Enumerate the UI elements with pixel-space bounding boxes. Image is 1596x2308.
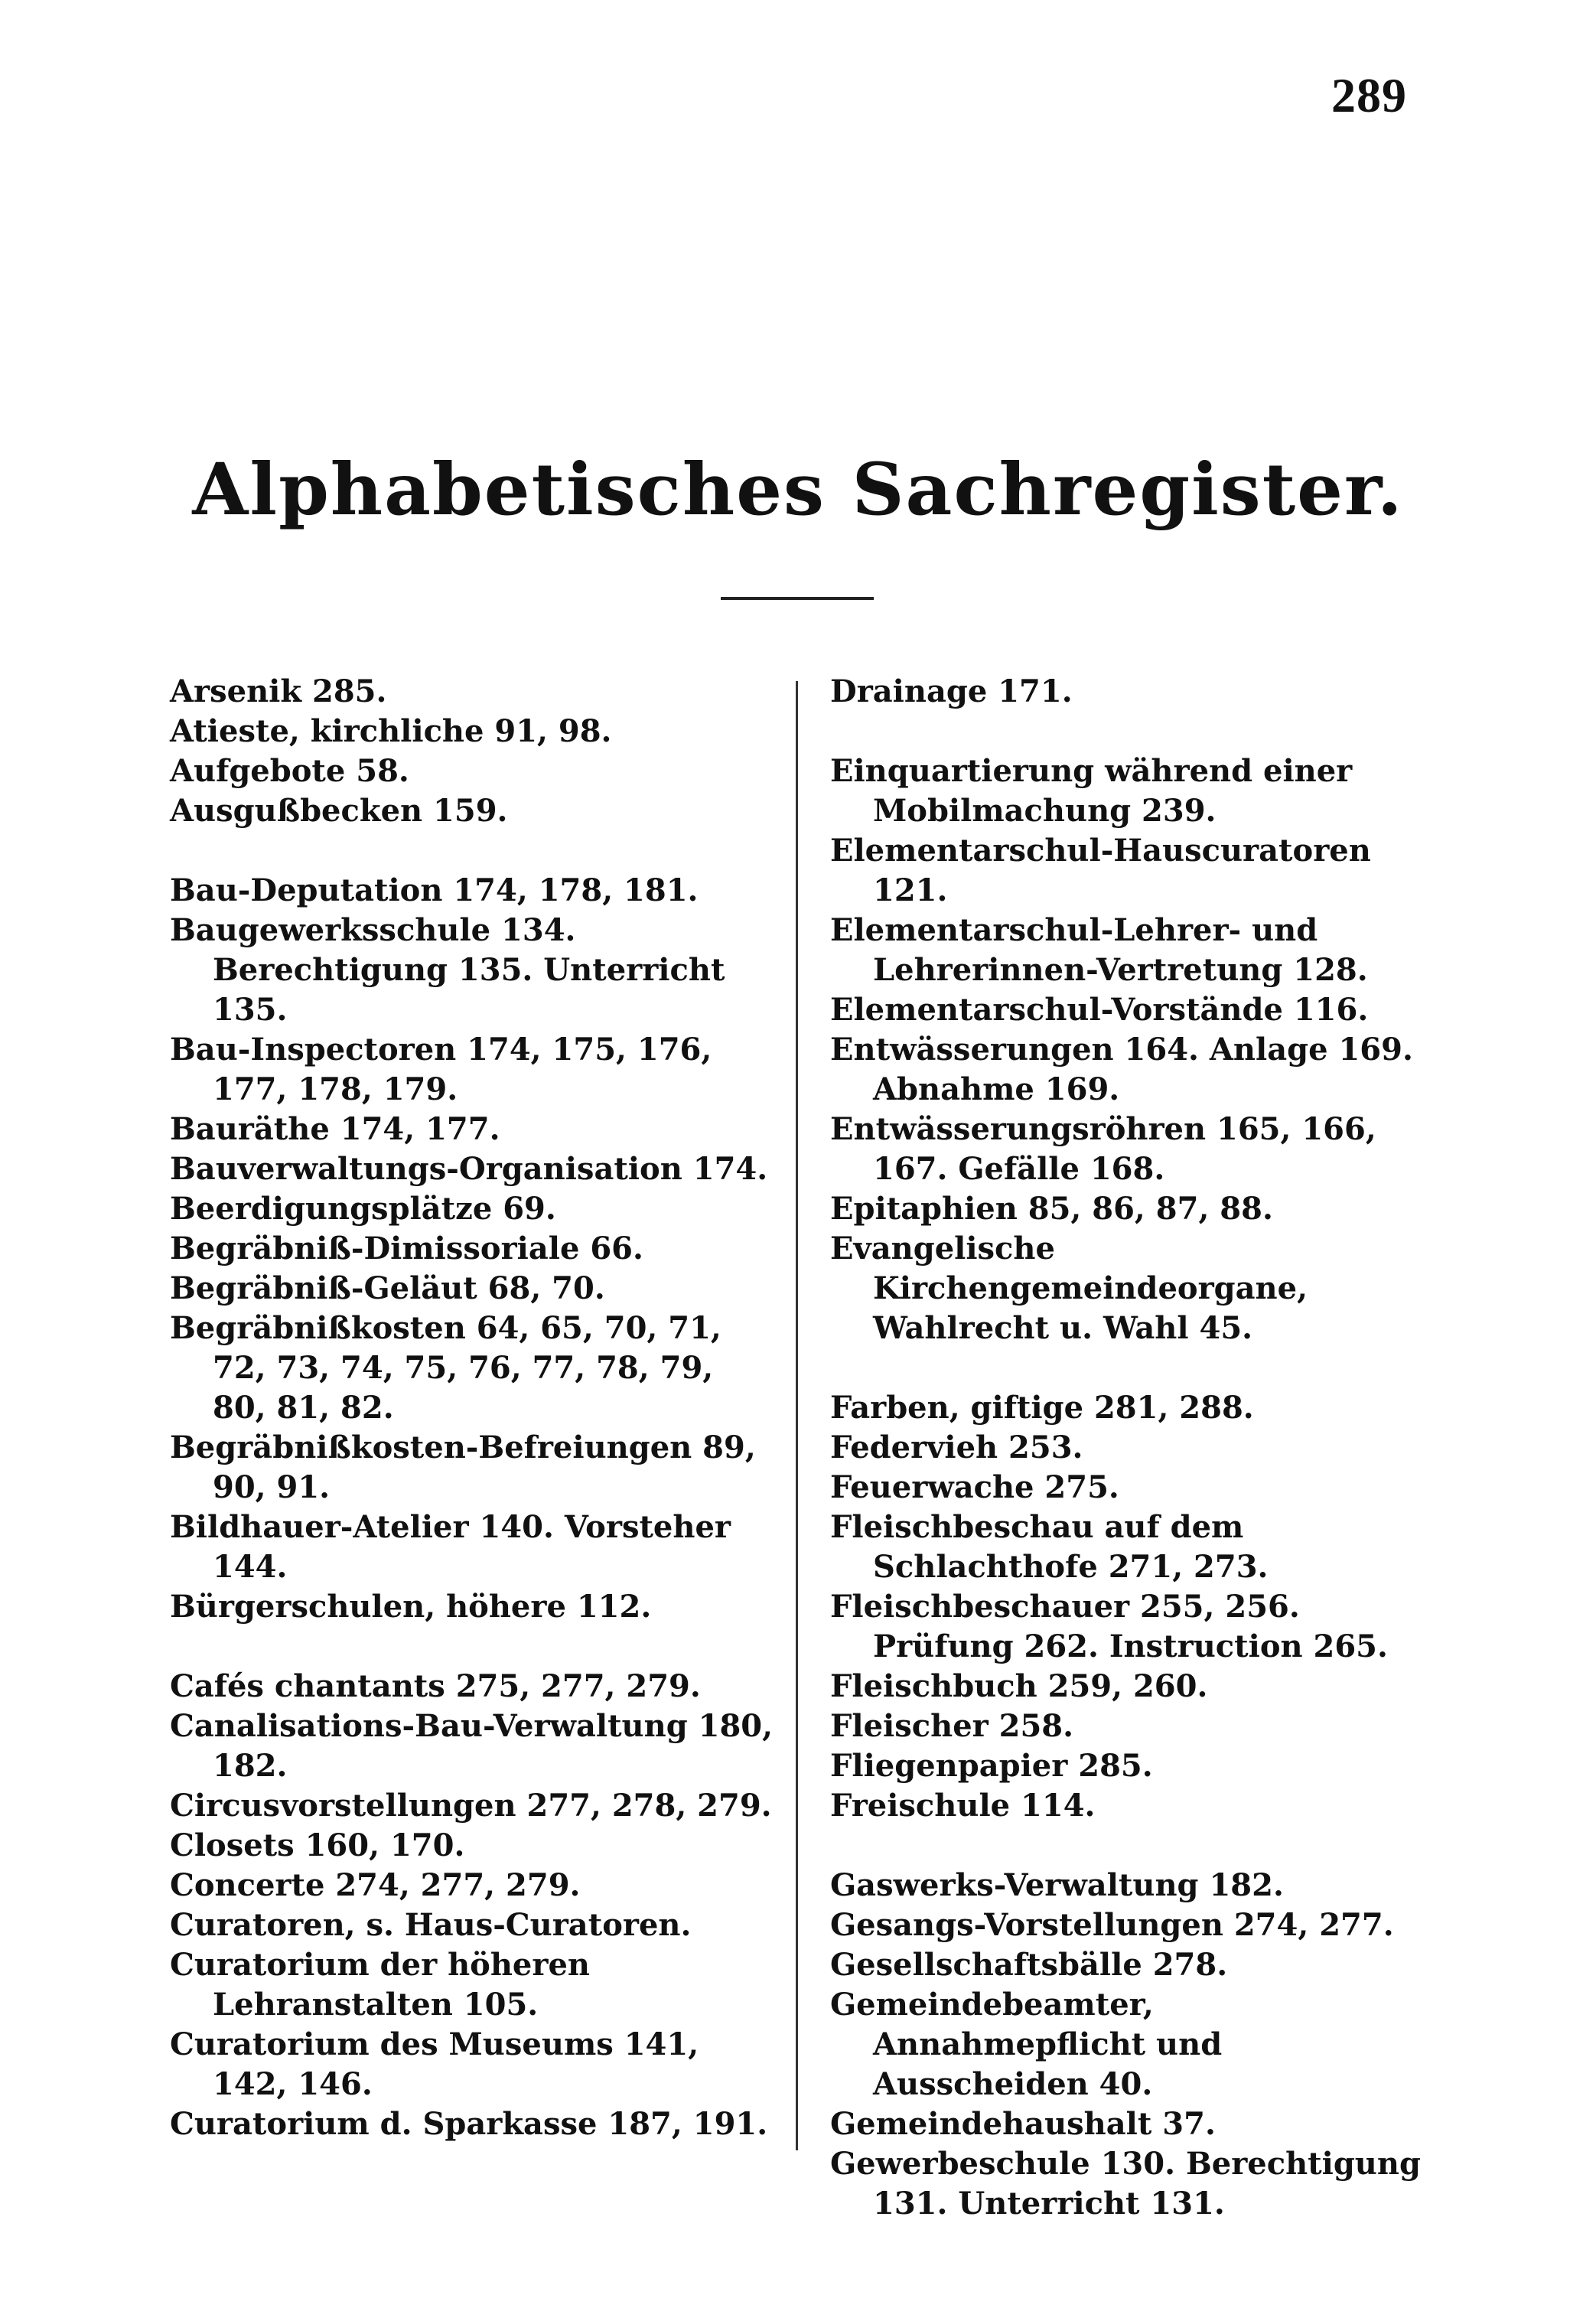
index-group-d <box>830 672 1435 712</box>
index-entry: Gemeindebeamter, Annahmepflicht und Ausscheiden 40. <box>830 1987 1223 2102</box>
index-group-f <box>830 1388 1435 1826</box>
index-entry: Cafés chantants 275, 277, 279. <box>170 1668 701 1704</box>
index-entry: Drainage 171. <box>830 673 1073 709</box>
index-entry: Atieste, kirchliche 91, 98. <box>170 713 612 749</box>
index-entry: Begräbniß-Geläut 68, 70. <box>170 1270 605 1306</box>
index-entry: Bauräthe 174, 177. <box>170 1111 500 1147</box>
index-entry: Aufgebote 58. <box>170 753 409 789</box>
index-entry: Epitaphien 85, 86, 87, 88. <box>830 1191 1273 1227</box>
index-entry: Beerdigungsplätze 69. <box>170 1191 556 1227</box>
index-entry: Curatorium d. Sparkasse 187, 191. <box>170 2106 768 2142</box>
index-group-g <box>830 1866 1435 2224</box>
index-entry: Begräbniß-Dimissoriale 66. <box>170 1231 643 1266</box>
index-entry: Fleischbuch 259, 260. <box>830 1668 1208 1704</box>
right-index-column <box>830 672 1435 2264</box>
index-entry: Gewerbeschule 130. Berechtigung 131. Unterricht 131. <box>830 2146 1421 2222</box>
index-entry: Bürgerschulen, höhere 112. <box>170 1589 652 1625</box>
index-entry: Feuerwache 275. <box>830 1469 1119 1505</box>
index-entry: Fleischer 258. <box>830 1708 1074 1744</box>
index-entry: Bauverwaltungs-Organisation 174. <box>170 1151 768 1187</box>
index-entry: Closets 160, 170. <box>170 1827 465 1863</box>
index-entry: Gesellschaftsbälle 278. <box>830 1947 1228 1983</box>
index-group-e <box>830 751 1435 1348</box>
index-group-c <box>170 1667 774 2144</box>
index-group-a <box>170 672 774 831</box>
index-entry: Entwässerungen 164. Anlage 169. Abnahme 169. <box>830 1032 1413 1107</box>
index-entry: Elementarschul-Hauscuratoren 121. <box>830 833 1371 908</box>
index-entry: Arsenik 285. <box>170 673 387 709</box>
index-entry: Gesangs-Vorstellungen 274, 277. <box>830 1907 1394 1943</box>
index-entry: Curatorium der höheren Lehranstalten 105. <box>170 1947 590 2023</box>
index-entry: Gemeindehaushalt 37. <box>830 2106 1216 2142</box>
index-entry: Gaswerks-Verwaltung 182. <box>830 1867 1284 1903</box>
index-entry: Begräbnißkosten 64, 65, 70, 71, 72, 73, 74, 75, 76, 77, 78, 79, 80, 81, 82. <box>170 1310 721 1426</box>
left-index-column <box>170 672 774 2184</box>
index-entry: Ausgußbecken 159. <box>170 793 508 829</box>
index-entry: Fleischbeschau auf dem Schlachthofe 271, 273. <box>830 1509 1269 1585</box>
index-entry: Fleischbeschauer 255, 256. Prüfung 262. Instruction 265. <box>830 1589 1388 1664</box>
page-title: Alphabetisches Sachregister. <box>192 448 1404 532</box>
index-entry: Circusvorstellungen 277, 278, 279. <box>170 1788 772 1824</box>
index-entry: Elementarschul-Vorstände 116. <box>830 992 1369 1028</box>
column-divider <box>796 681 798 2150</box>
index-entry: Fliegenpapier 285. <box>830 1748 1153 1784</box>
index-group-b <box>170 871 774 1627</box>
index-entry: Bau-Deputation 174, 178, 181. <box>170 872 699 908</box>
title-rule <box>721 597 874 600</box>
index-entry: Entwässerungsröhren 165, 166, 167. Gefälle 168. <box>830 1111 1376 1187</box>
index-entry: Elementarschul-Lehrer- und Lehrerinnen-Vertretung 128. <box>830 912 1368 988</box>
index-entry: Farben, giftige 281, 288. <box>830 1390 1254 1426</box>
index-entry: Einquartierung während einer Mobilmachung 239. <box>830 753 1353 829</box>
index-entry: Federvieh 253. <box>830 1429 1083 1465</box>
index-entry: Bildhauer-Atelier 140. Vorsteher 144. <box>170 1509 731 1585</box>
index-entry: Bau-Inspectoren 174, 175, 176, 177, 178, 179. <box>170 1032 712 1107</box>
index-entry: Evangelische Kirchengemeindeorgane, Wahlrecht u. Wahl 45. <box>830 1231 1308 1346</box>
index-entry: Curatoren, s. Haus-Curatoren. <box>170 1907 692 1943</box>
index-entry: Freischule 114. <box>830 1788 1096 1824</box>
index-entry: Curatorium des Museums 141, 142, 146. <box>170 2026 699 2102</box>
index-entry: Begräbnißkosten-Befreiungen 89, 90, 91. <box>170 1429 756 1505</box>
index-entry: Canalisations-Bau-Verwaltung 180, 182. <box>170 1708 774 1784</box>
index-entry: Concerte 274, 277, 279. <box>170 1867 581 1903</box>
index-entry: Baugewerksschule 134. Berechtigung 135. Unterricht 135. <box>170 912 725 1028</box>
page-number: 289 <box>1331 68 1407 122</box>
